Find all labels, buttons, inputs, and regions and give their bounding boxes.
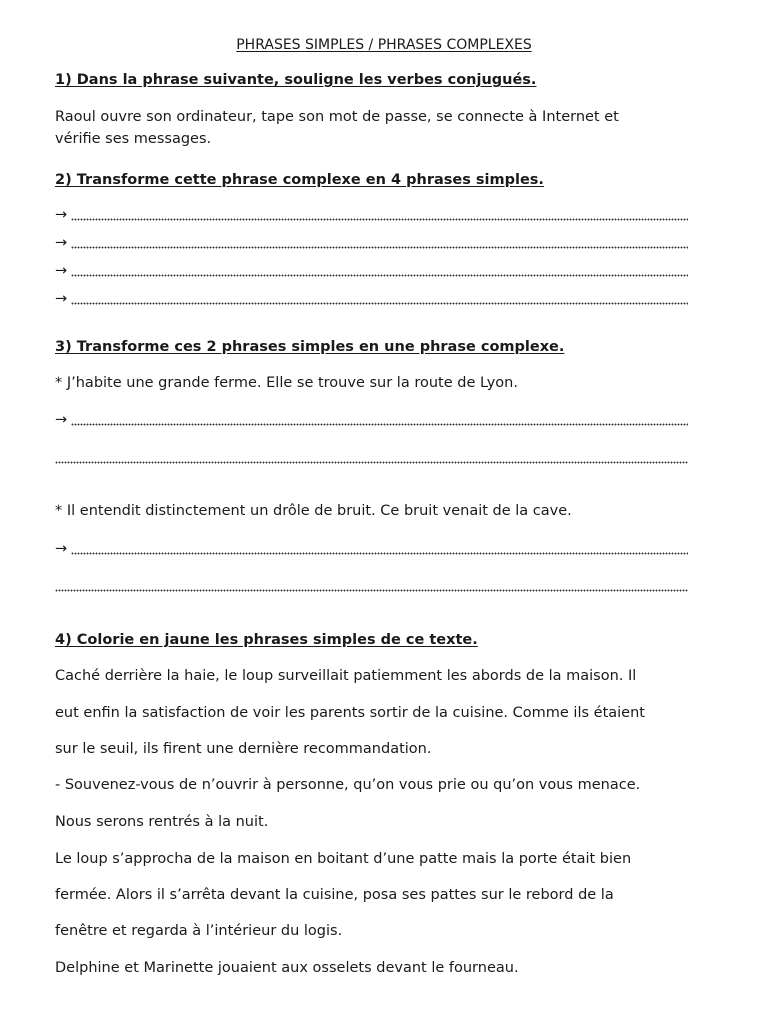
dotted-fill: [71, 217, 688, 221]
arrow-icon: →: [55, 541, 68, 557]
arrow-icon: →: [55, 263, 68, 279]
story-line-8: fenêtre et regarda à l’intérieur du logis.: [55, 923, 343, 939]
dotted-fill: [71, 301, 688, 305]
story-line-6: Le loup s’approcha de la maison en boitant d’une patte mais la porte était bien: [55, 851, 632, 867]
arrow-icon: →: [55, 235, 68, 251]
story-line-4: - Souvenez-vous de n’ouvrir à personne, qu’on vous prie ou qu’on vous menace.: [55, 777, 641, 793]
question-2-heading: 2) Transforme cette phrase complexe en 4 phrases simples.: [55, 172, 544, 188]
answer-line-2-3: [55, 262, 688, 280]
story-line-5: Nous serons rentrés à la nuit.: [55, 814, 269, 830]
dotted-fill: [71, 422, 688, 426]
answer-line-2-4: [55, 290, 688, 308]
answer-line-3-1b: [55, 449, 688, 467]
question-4-heading: 4) Colorie en jaune les phrases simples de ce texte.: [55, 632, 478, 648]
answer-line-3-2a: [55, 540, 688, 558]
question-3-item-2: * Il entendit distinctement un drôle de bruit. Ce bruit venait de la cave.: [55, 503, 572, 519]
arrow-icon: →: [55, 412, 68, 428]
dotted-fill: [55, 588, 688, 592]
dotted-fill: [71, 245, 688, 249]
story-line-2: eut enfin la satisfaction de voir les parents sortir de la cuisine. Comme ils étaient: [55, 705, 645, 721]
dotted-fill: [71, 551, 688, 555]
answer-line-3-2b: [55, 577, 688, 595]
arrow-icon: →: [55, 291, 68, 307]
question-1-text-line-2: vérifie ses messages.: [55, 131, 212, 147]
question-3-item-1: * J’habite une grande ferme. Elle se trouve sur la route de Lyon.: [55, 375, 518, 391]
story-line-9: Delphine et Marinette jouaient aux osselets devant le fourneau.: [55, 960, 519, 976]
answer-line-2-1: [55, 206, 688, 224]
arrow-icon: →: [55, 207, 68, 223]
story-line-7: fermée. Alors il s’arrêta devant la cuisine, posa ses pattes sur le rebord de la: [55, 887, 614, 903]
answer-line-3-1a: [55, 411, 688, 429]
question-1-heading: 1) Dans la phrase suivante, souligne les verbes conjugués.: [55, 72, 537, 88]
story-line-3: sur le seuil, ils firent une dernière recommandation.: [55, 741, 432, 757]
question-3-heading: 3) Transforme ces 2 phrases simples en une phrase complexe.: [55, 339, 565, 355]
dotted-fill: [71, 273, 688, 277]
answer-line-2-2: [55, 234, 688, 252]
page-title: PHRASES SIMPLES / PHRASES COMPLEXES: [236, 37, 532, 53]
dotted-fill: [55, 460, 688, 464]
story-line-1: Caché derrière la haie, le loup surveillait patiemment les abords de la maison. Il: [55, 668, 637, 684]
question-1-text-line-1: Raoul ouvre son ordinateur, tape son mot de passe, se connecte à Internet et: [55, 109, 619, 125]
